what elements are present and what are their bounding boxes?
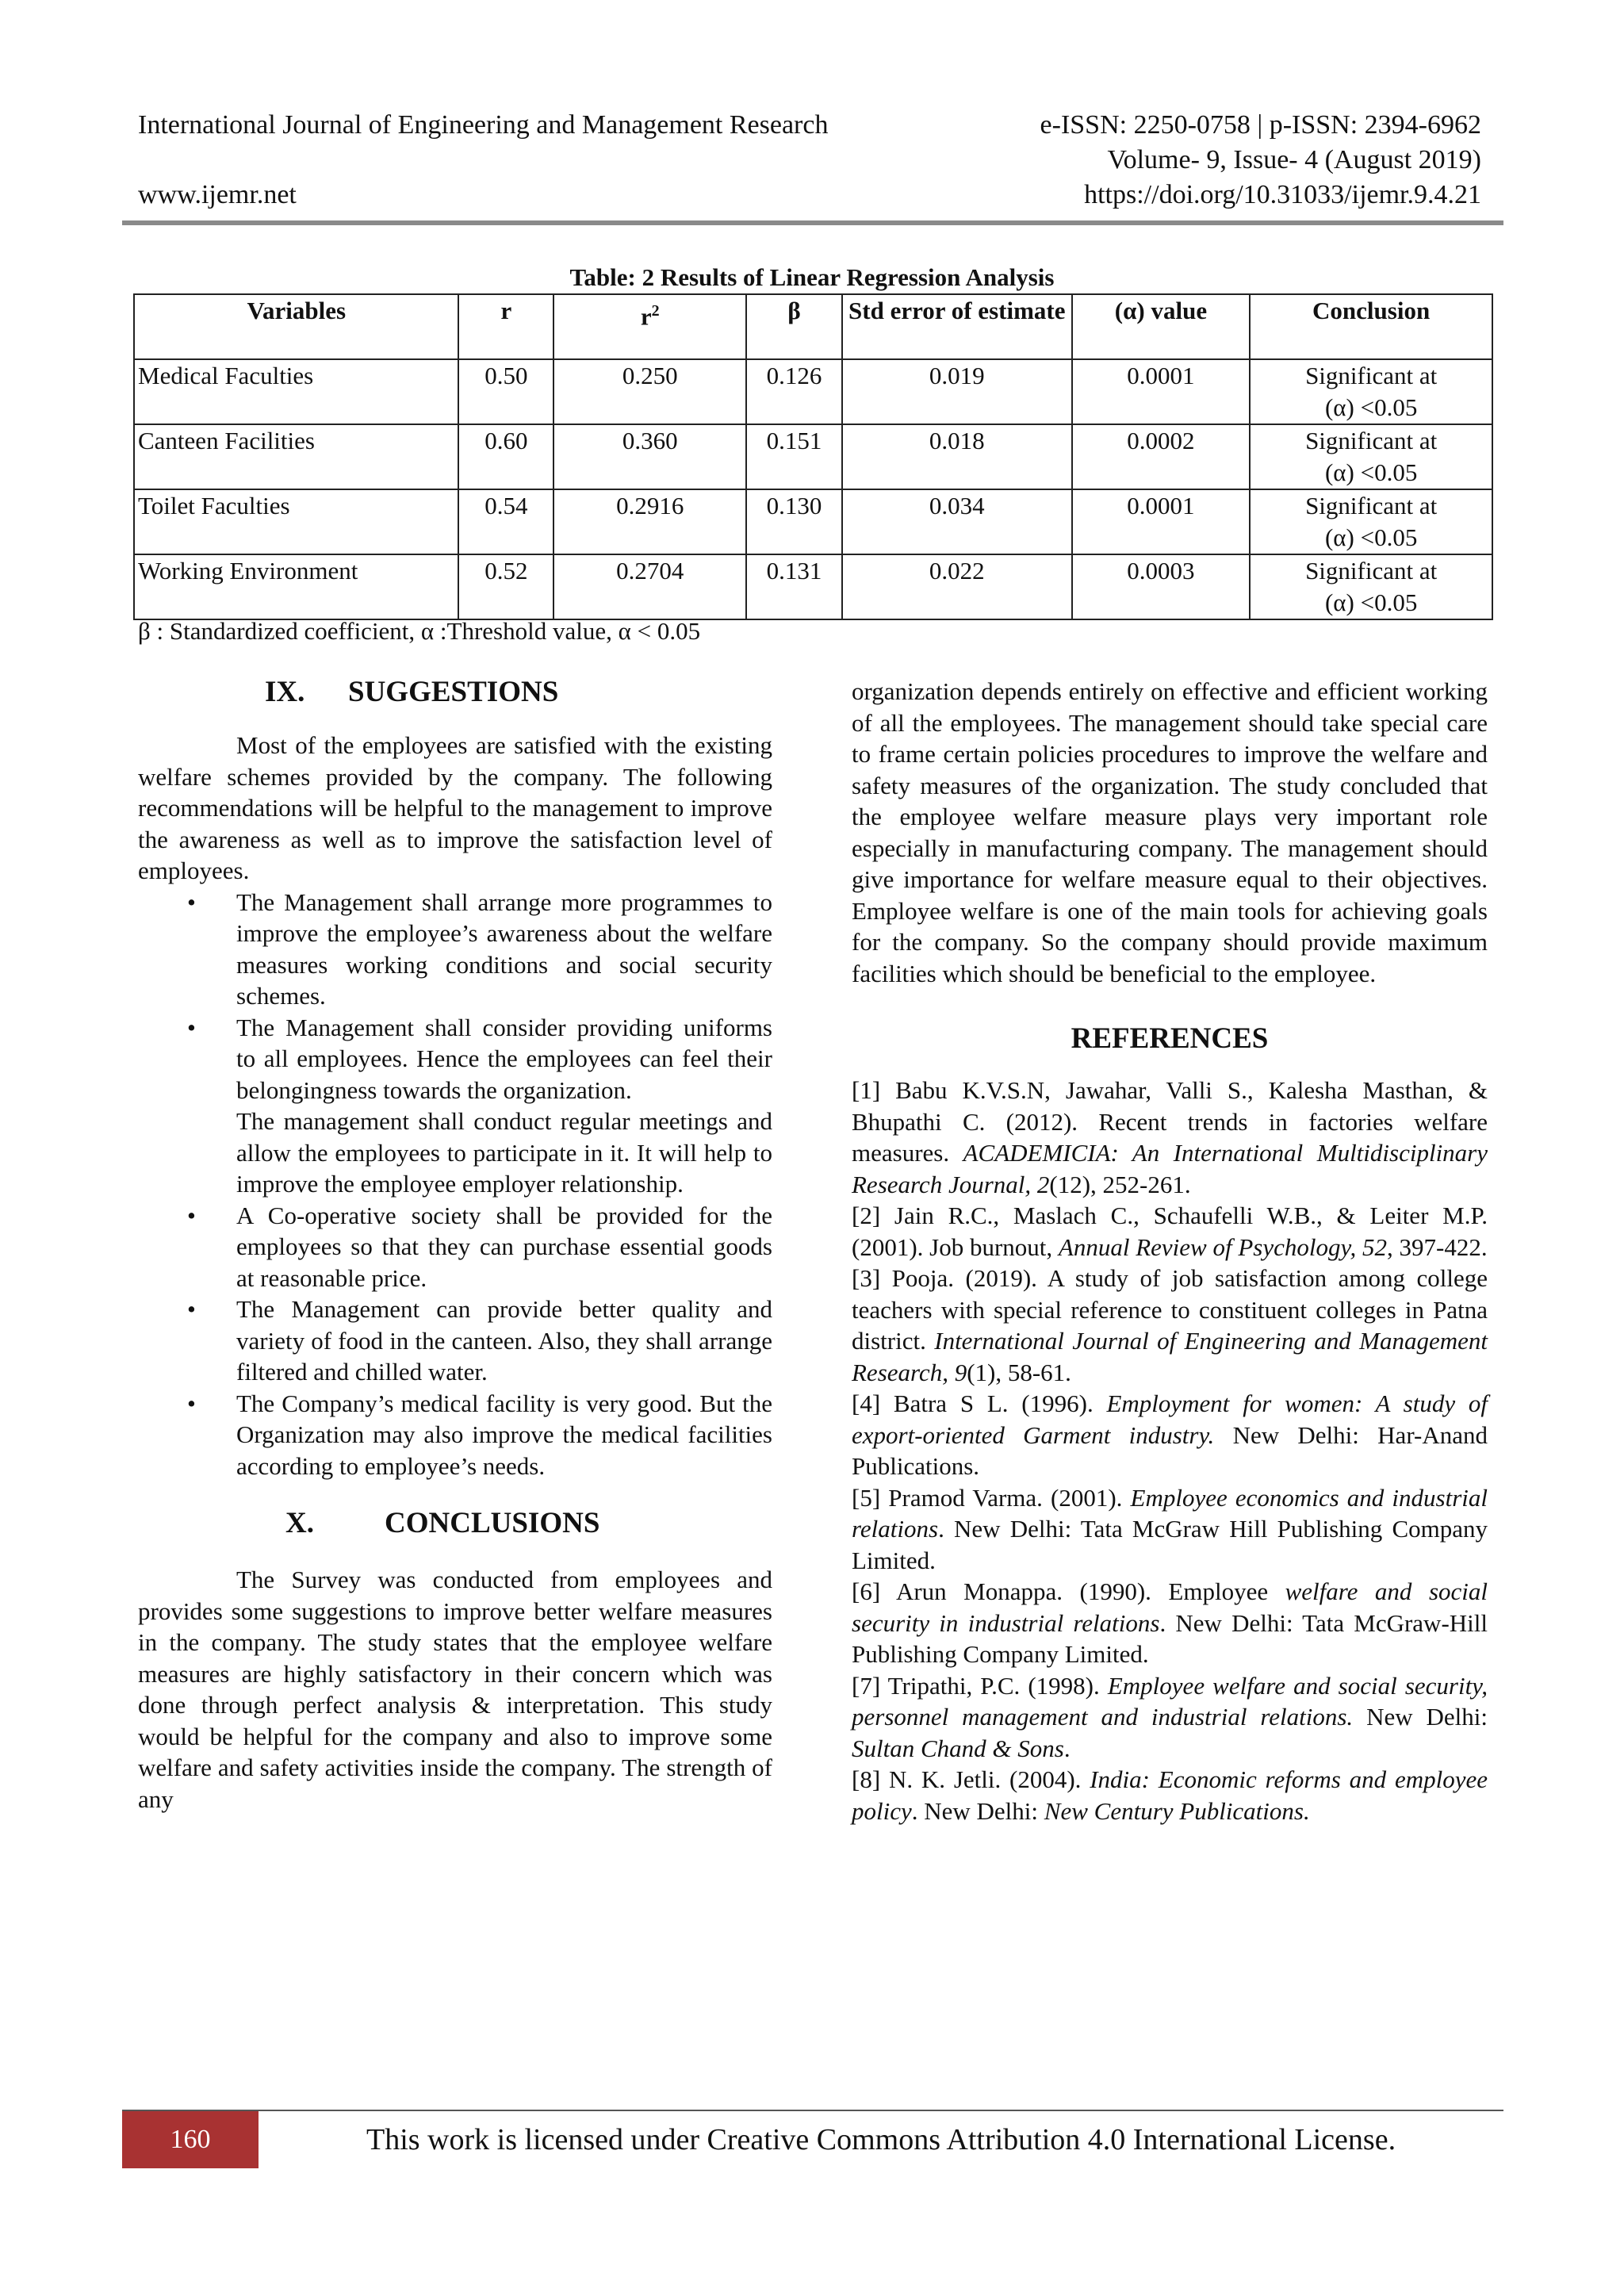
cell-beta: 0.151 [746,424,842,489]
left-column [138,673,772,1815]
bullet-icon: • [187,1389,196,1417]
bullet-icon: • [187,887,196,916]
reference-item: [6] Arun Monappa. (1990). Employee welfare and social security in industrial relations. New Delhi: Tata McGraw-Hill Publishing Company Limited. [852,1577,1488,1668]
list-item: • A Co-operative society shall be provided for the employees so that they can purchase essential goods at reasonable price. [187,1201,772,1292]
table-title: Table: 2 Results of Linear Regression Analysis [569,263,1055,291]
cell-std-error: 0.019 [842,359,1072,424]
list-item: • The Management can provide better quality and variety of food in the canteen. Also, they shall arrange filtered and chilled water. [187,1295,772,1386]
list-item: • The Management shall consider providing uniforms to all employees. Hence the employees can feel their belongingness towards the organization. [187,1013,772,1104]
list-item: • The Company’s medical facility is very good. But the Organization may also improve the medical facilities according to employee’s needs. [187,1389,772,1480]
cell-conclusion: Significant at (α) <0.05 [1250,424,1492,489]
reference-item: [2] Jain R.C., Maslach C., Schaufelli W.B., & Leiter M.P. (2001). Job burnout, Annual Review of Psychology, 52, 397-422. [852,1202,1488,1261]
conclusions-text-continued: organization depends entirely on effective and efficient working of all the employees. The management should take special care to frame certain policies procedures to improve the welfare and safety measures of the organization. The study concluded that the employee welfare measure plays very important role especially in manufacturing company. The management should give importance for welfare measure equal to their objectives. Employee welfare is one of the main tools for achieving goals for the company. So the company should provide maximum facilities which should be beneficial to the employee. [852,677,1488,987]
bullet-icon: • [187,1201,196,1229]
table-header-row [134,294,1492,359]
page-number: 160 [122,2111,259,2168]
regression-results-table [133,293,1493,620]
suggestion-meetings: The management shall conduct regular meetings and allow the employees to participate in it. It will help to improve the employee employer relationship. [236,1107,772,1198]
cell-alpha: 0.0003 [1072,554,1251,619]
column-header-std-error: Std error of estimate [842,294,1072,359]
reference-item: [7] Tripathi, P.C. (1998). Employee welfare and social security, personnel management and industrial relations. New Delhi: Sultan Chand & Sons. [852,1671,1488,1762]
journal-name: International Journal of Engineering and Management Research [138,110,829,140]
references-list [852,1075,1488,1826]
suggestions-heading [138,673,772,712]
table-row [134,424,1492,489]
cell-r2: 0.360 [553,424,746,489]
reference-item: [8] N. K. Jetli. (2004). India: Economic reforms and employee policy. New Delhi: New Century Publications. [852,1765,1488,1825]
column-header-r: r [458,294,553,359]
reference-item: [5] Pramod Varma. (2001). Employee economics and industrial relations. New Delhi: Tata McGraw Hill Publishing Company Limited. [852,1483,1488,1574]
table-footnote: β : Standardized coefficient, α :Threshold value, α < 0.05 [138,617,701,645]
cell-conclusion: Significant at (α) <0.05 [1250,554,1492,619]
cell-r2: 0.2916 [553,489,746,554]
table-row [134,359,1492,424]
issn-text: e-ISSN: 2250-0758 | p-ISSN: 2394-6962 [1040,110,1481,140]
section-title: CONCLUSIONS [385,1507,600,1539]
column-header-variables: Variables [134,294,458,359]
suggestions-list [138,887,772,1106]
column-header-beta: β [746,294,842,359]
table-row [134,554,1492,619]
right-column [852,676,1488,1826]
reference-item: [3] Pooja. (2019). A study of job satisfaction among college teachers with special reference to constituent colleges in Patna district. International Journal of Engineering and Management Research, 9(1), 58-61. [852,1264,1488,1386]
cell-beta: 0.131 [746,554,842,619]
footer-divider [122,2110,1503,2111]
section-title: SUGGESTIONS [348,676,559,708]
references-heading: REFERENCES [1071,1022,1269,1055]
cell-beta: 0.126 [746,359,842,424]
cell-r2: 0.250 [553,359,746,424]
reference-item: [4] Batra S L. (1996). Employment for women: A study of export-oriented Garment industry. New Delhi: Har-Anand Publications. [852,1389,1488,1480]
conclusions-text: The Survey was conducted from employees and provides some suggestions to improve better welfare measures in the company. The study states that the employee welfare measures are highly satisfactory in their concern which was done through perfect analysis & interpretation. This study would be helpful for the company and also to improve some welfare and safety activities inside the company. The strength of any [138,1566,772,1813]
cell-r: 0.52 [458,554,553,619]
license-text: This work is licensed under Creative Commons Attribution 4.0 International License. [366,2123,1396,2156]
column-header-conclusion: Conclusion [1250,294,1492,359]
list-item: • The Management shall arrange more programmes to improve the employee’s awareness about the welfare measures working conditions and social security schemes. [187,887,772,1010]
section-number: IX. [265,676,305,708]
cell-variable: Canteen Facilities [134,424,458,489]
cell-r: 0.60 [458,424,553,489]
cell-variable: Medical Faculties [134,359,458,424]
table-row [134,489,1492,554]
cell-r: 0.54 [458,489,553,554]
volume-text: Volume- 9, Issue- 4 (August 2019) [1107,145,1481,174]
bullet-icon: • [187,1013,196,1041]
cell-std-error: 0.034 [842,489,1072,554]
column-header-r-squared: $r^2$ [553,294,746,359]
reference-item: [1] Babu K.V.S.N, Jawahar, Valli S., Kalesha Masthan, & Bhupathi C. (2012). Recent trends in factories welfare measures. ACADEMICIA: An International Multidisciplinary Research Journal, 2(12), 252-261. [852,1076,1488,1198]
cell-variable: Toilet Faculties [134,489,458,554]
cell-std-error: 0.022 [842,554,1072,619]
cell-alpha: 0.0002 [1072,424,1251,489]
section-number: X. [285,1507,314,1539]
suggestions-intro: Most of the employees are satisfied with the existing welfare schemes provided by the company. The following recommendations will be helpful to the management to improve the awareness as well as to improve the satisfaction level of employees. [138,731,772,884]
conclusions-heading [138,1504,772,1543]
cell-alpha: 0.0001 [1072,359,1251,424]
cell-conclusion: Significant at (α) <0.05 [1250,489,1492,554]
column-header-alpha-value: (α) value [1072,294,1251,359]
cell-beta: 0.130 [746,489,842,554]
header-divider [122,220,1503,225]
cell-variable: Working Environment [134,554,458,619]
bullet-icon: • [187,1295,196,1323]
doi-link: https://doi.org/10.31033/ijemr.9.4.21 [1084,180,1481,209]
cell-r: 0.50 [458,359,553,424]
cell-conclusion: Significant at (α) <0.05 [1250,359,1492,424]
cell-r2: 0.2704 [553,554,746,619]
cell-std-error: 0.018 [842,424,1072,489]
suggestions-list-continued [138,1200,772,1482]
cell-alpha: 0.0001 [1072,489,1251,554]
journal-website: www.ijemr.net [138,180,297,209]
